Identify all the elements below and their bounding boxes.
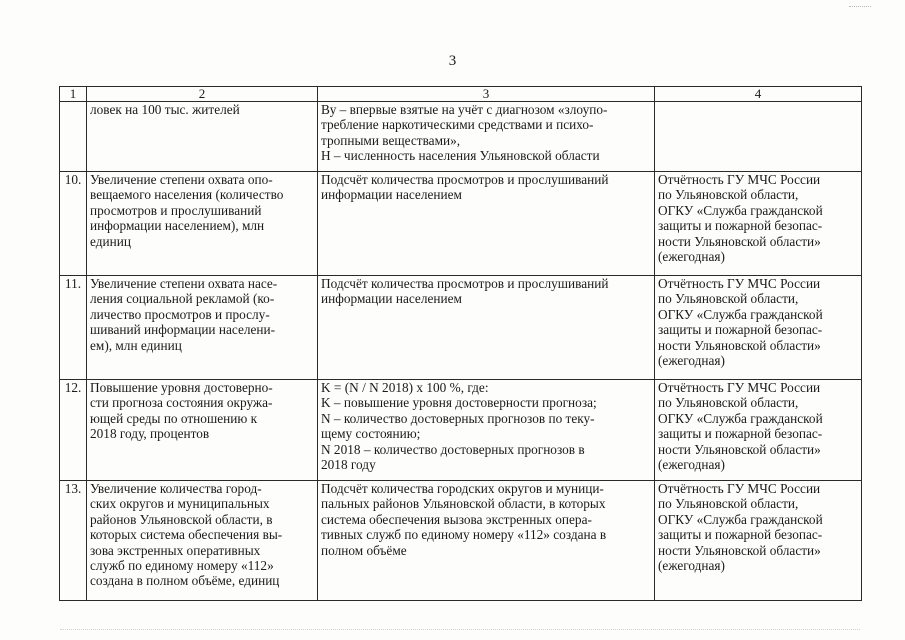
cell-text-line: тропными веществами», <box>321 132 461 148</box>
calculation-method-cell <box>318 102 655 172</box>
cell-text-line: (ежегодная) <box>658 249 725 265</box>
cell-text-line: щему состоянию; <box>321 426 421 442</box>
cell-text-line: система обеспечения вызова экстренных опера- <box>321 511 592 527</box>
cell-text-line: Увеличение количества город- <box>90 481 262 496</box>
cell-text-line: ем), млн единиц <box>90 337 182 353</box>
cell-text-line: (ежегодная) <box>658 558 725 574</box>
cell-text-line: защиты и пожарной безопас- <box>658 322 823 338</box>
cell-text-line: Отчётность ГУ МЧС России <box>658 380 821 395</box>
cell-text-line: информации населением), млн <box>90 218 265 234</box>
table-row <box>60 481 862 601</box>
data-source-cell <box>655 172 862 276</box>
cell-text-line: Повышение уровня достоверно- <box>90 380 273 395</box>
header-cell-4: 4 <box>655 87 862 102</box>
cell-text-line: ности Ульяновской области» <box>658 542 821 558</box>
cell-text-line: личество просмотров и прослу- <box>90 306 270 322</box>
scan-bottom-dots <box>60 629 860 630</box>
row-number <box>60 102 87 172</box>
page-number: 3 <box>448 53 457 69</box>
cell-text-line: ОГКУ «Служба гражданской <box>658 511 823 527</box>
cell-text-line: по Ульяновской области, <box>658 496 799 512</box>
cell-text-line: по Ульяновской области, <box>658 395 799 411</box>
cell-text-line: ОГКУ «Служба гражданской <box>658 202 823 218</box>
cell-text-line: ющей среды по отношению к <box>90 410 258 426</box>
calculation-method-cell <box>318 481 655 601</box>
cell-text-line: защиты и пожарной безопас- <box>658 426 823 442</box>
indicator-name-cell <box>87 172 318 276</box>
calculation-method-cell <box>318 172 655 276</box>
row-number: 13. <box>60 481 87 601</box>
indicators-table <box>59 86 862 601</box>
cell-text-line: N 2018 – количество достоверных прогнозов в <box>321 441 585 457</box>
cell-text-line: зова экстренных оперативных <box>90 542 261 558</box>
table-row <box>60 102 862 172</box>
calculation-method-cell <box>318 380 655 481</box>
table-row <box>60 276 862 380</box>
cell-text-line: полном объёме <box>321 542 407 558</box>
cell-text-line: которых система обеспечения вы- <box>90 527 283 543</box>
row-number: 12. <box>60 380 87 481</box>
cell-text-line: требление наркотическими средствами и психо- <box>321 117 594 133</box>
header-cell-2: 2 <box>87 87 318 102</box>
cell-text-line: ских округов и муниципальных <box>90 496 270 512</box>
cell-text-line: 2018 году, процентов <box>90 426 210 442</box>
table-row <box>60 172 862 276</box>
cell-text-line: ности Ульяновской области» <box>658 337 821 353</box>
cell-text-line: информации населением <box>321 291 462 307</box>
cell-text-line: Отчётность ГУ МЧС России <box>658 481 821 496</box>
cell-text-line: K – повышение уровня достоверности прогноза; <box>321 395 597 411</box>
cell-text-line: по Ульяновской области, <box>658 291 799 307</box>
indicator-name-cell <box>87 276 318 380</box>
cell-text-line: районов Ульяновской области, в <box>90 511 273 527</box>
data-source-cell <box>655 380 862 481</box>
data-source-cell <box>655 102 862 172</box>
cell-text-line: единиц <box>90 233 131 249</box>
cell-text-line: Подсчёт количества городских округов и муници- <box>321 481 604 496</box>
cell-text-line: Подсчёт количества просмотров и прослушиваний <box>321 276 609 291</box>
data-source-cell <box>655 276 862 380</box>
header-cell-3: 3 <box>318 87 655 102</box>
cell-text-line: ОГКУ «Служба гражданской <box>658 410 823 426</box>
cell-text-line: Ву – впервые взятые на учёт с диагнозом «злоупо- <box>321 102 608 117</box>
cell-text-line: служб по единому номеру «112» <box>90 558 274 574</box>
cell-text-line: Отчётность ГУ МЧС России <box>658 276 821 291</box>
cell-text-line: ности Ульяновской области» <box>658 233 821 249</box>
cell-text-line: защиты и пожарной безопас- <box>658 218 823 234</box>
data-source-cell <box>655 481 862 601</box>
row-number: 11. <box>60 276 87 380</box>
cell-text-line: Отчётность ГУ МЧС России <box>658 172 821 187</box>
cell-text-line: информации населением <box>321 187 462 203</box>
calculation-method-cell <box>318 276 655 380</box>
indicator-name-cell <box>87 102 318 172</box>
cell-text-line: шиваний информации населени- <box>90 322 276 338</box>
cell-text-line: ления социальной рекламой (ко- <box>90 291 275 307</box>
cell-text-line: (ежегодная) <box>658 457 725 473</box>
cell-text-line: Увеличение степени охвата насе- <box>90 276 278 291</box>
cell-text-line: 2018 году <box>321 457 376 473</box>
table-row <box>60 380 862 481</box>
header-cell-1: 1 <box>60 87 87 102</box>
cell-text-line: сти прогноза состояния окружа- <box>90 395 273 411</box>
cell-text-line: Увеличение степени охвата опо- <box>90 172 273 187</box>
cell-text-line: ности Ульяновской области» <box>658 441 821 457</box>
cell-text-line: Н – численность населения Ульяновской области <box>321 148 600 164</box>
cell-text-line: просмотров и прослушиваний <box>90 202 262 218</box>
indicator-name-cell <box>87 380 318 481</box>
cell-text-line: пальных районов Ульяновской области, в которых <box>321 496 606 512</box>
indicator-name-cell <box>87 481 318 601</box>
row-number: 10. <box>60 172 87 276</box>
cell-text-line: Подсчёт количества просмотров и прослушиваний <box>321 172 609 187</box>
cell-text-line: вещаемого населения (количество <box>90 187 284 203</box>
cell-text-line: (ежегодная) <box>658 353 725 369</box>
scan-corner-mark <box>849 6 871 7</box>
cell-text-line: тивных служб по единому номеру «112» создана в <box>321 527 607 543</box>
cell-text-line: по Ульяновской области, <box>658 187 799 203</box>
cell-text-line: N – количество достоверных прогнозов по теку- <box>321 410 595 426</box>
cell-text-line: защиты и пожарной безопас- <box>658 527 823 543</box>
cell-text-line: K = (N / N 2018) x 100 %, где: <box>321 380 489 395</box>
cell-text-line: ОГКУ «Служба гражданской <box>658 306 823 322</box>
cell-text-line: создана в полном объёме, единиц <box>90 573 280 589</box>
table-header-row <box>60 87 862 102</box>
cell-text-line: ловек на 100 тыс. жителей <box>90 102 240 117</box>
